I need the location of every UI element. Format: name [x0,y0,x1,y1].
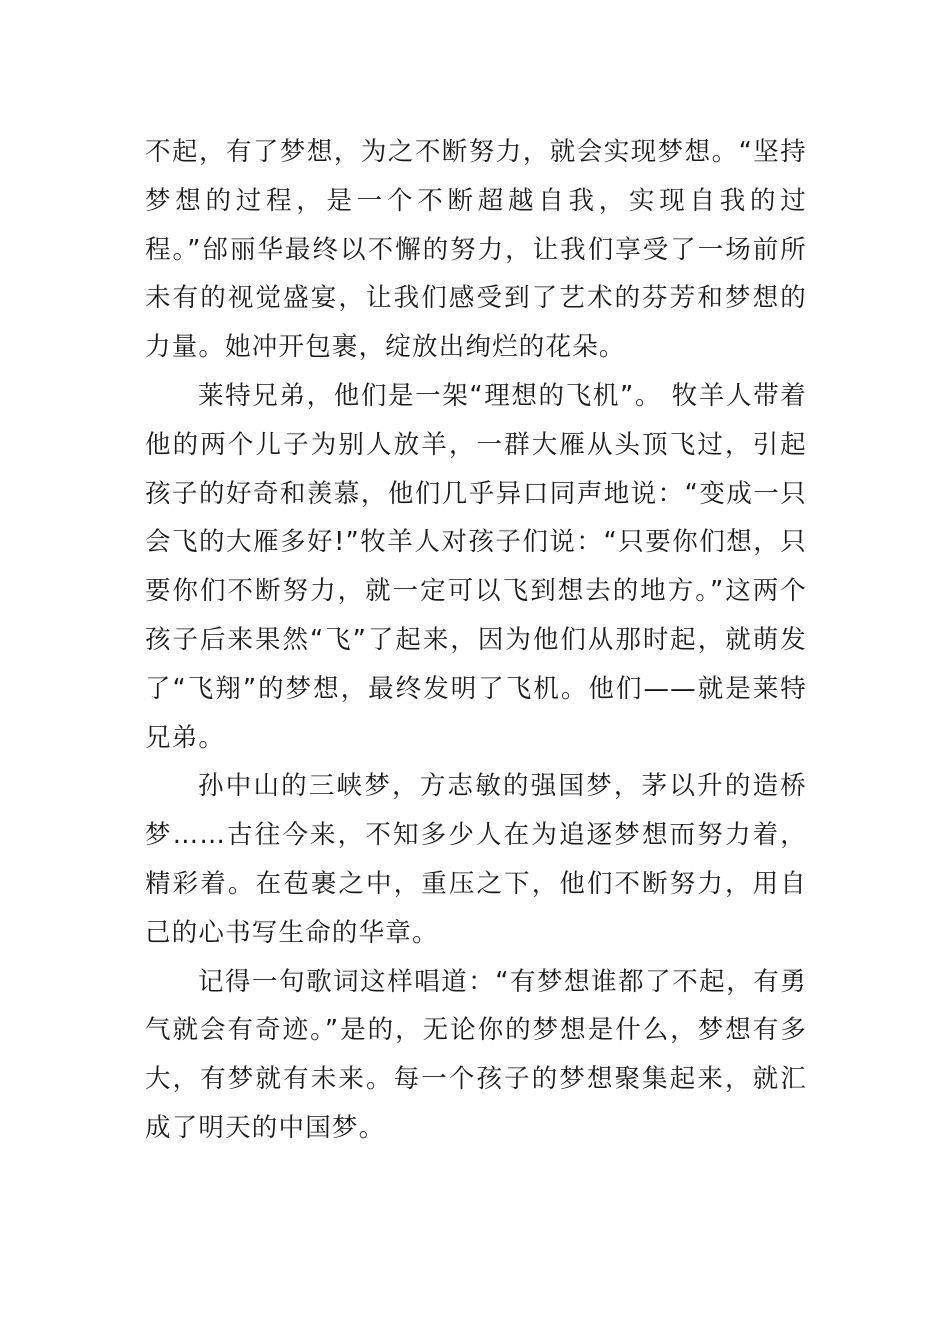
paragraph-4: 记得一句歌词这样唱道：“有梦想谁都了不起，有勇气就会有奇迹。”是的，无论你的梦想是什么，梦想有多大，有梦就有未来。每一个孩子的梦想聚集起来，就汇成了明天的中国梦。 [145,966,807,1143]
paragraph-3: 孙中山的三峡梦，方志敏的强国梦，茅以升的造桥梦……古往今来，不知多少人在为追逐梦想而努力着，精彩着。在苞裹之中，重压之下，他们不断努力，用自己的心书写生命的华章。 [145,771,807,948]
document-body [145,128,807,1153]
paragraph-2: 莱特兄弟，他们是一架“理想的飞机”。 牧羊人带着他的两个儿子为别人放羊，一群大雁从头顶飞过，引起孩子的好奇和羡慕，他们几乎异口同声地说：“变成一只会飞的大雁多好!”牧羊人对孩子们说：“只要你们想，只要你们不断努力，就一定可以飞到想去的地方。”这两个孩子后来果然“飞”了起来，因为他们从那时起，就萌发了“飞翔”的梦想，最终发明了飞机。他们——就是莱特兄弟。 [145,380,807,753]
paragraph-1: 不起，有了梦想，为之不断努力，就会实现梦想。“坚持梦想的过程，是一个不断超越自我，实现自我的过程。”邰丽华最终以不懈的努力，让我们享受了一场前所未有的视觉盛宴，让我们感受到了艺术的芬芳和梦想的力量。她冲开包裹，绽放出绚烂的花朵。 [145,137,807,363]
